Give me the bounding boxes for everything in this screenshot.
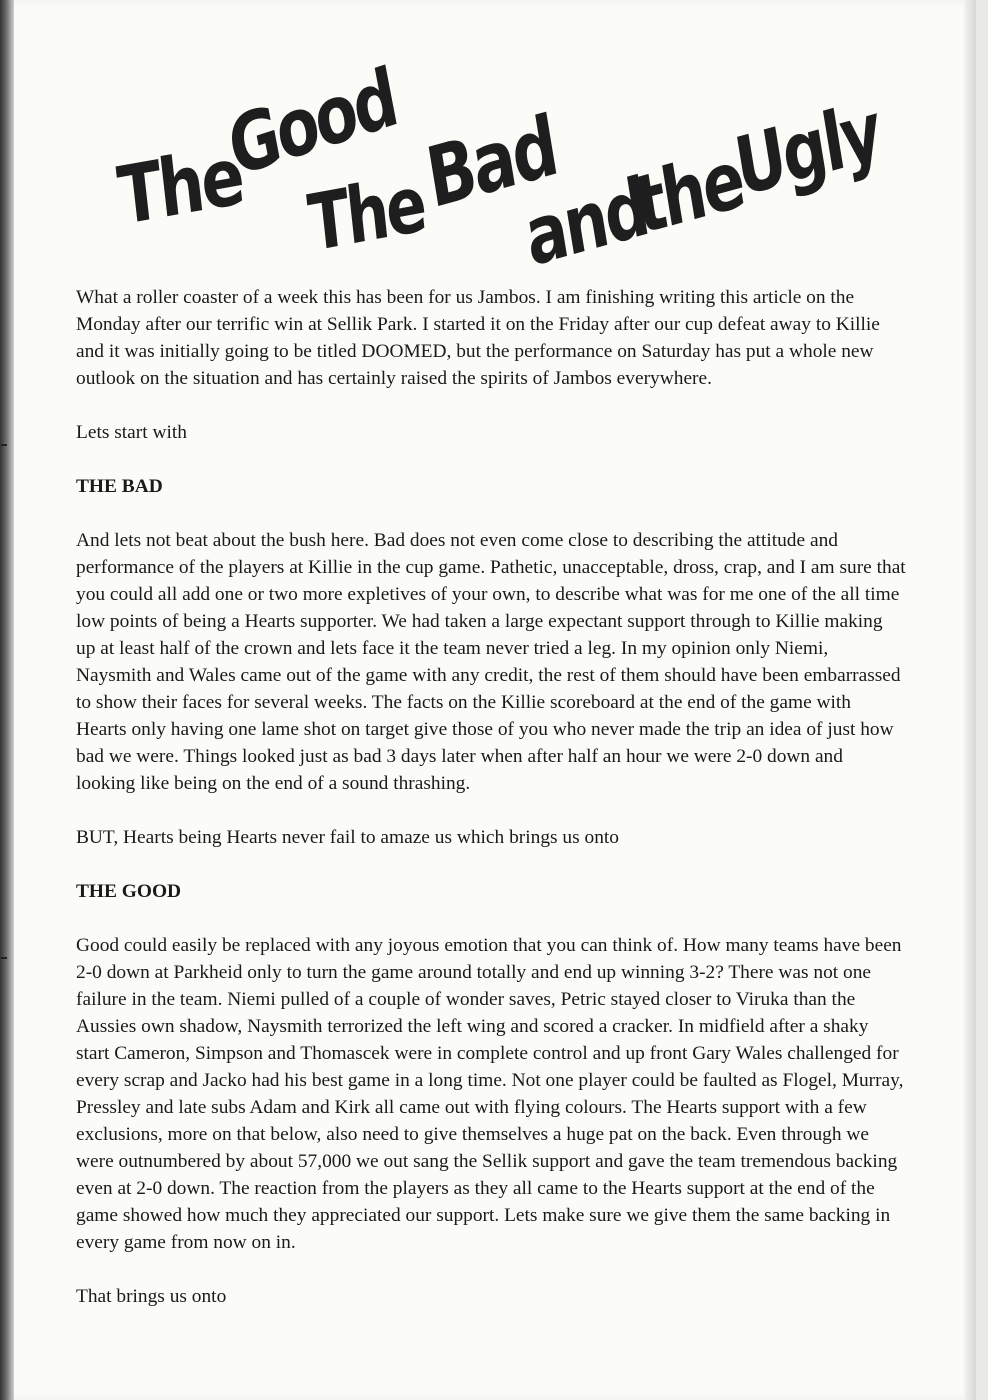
title-word: Good [221,49,403,196]
section-heading-good: THE GOOD [76,881,182,902]
lead-in-text: Lets start with [76,422,187,443]
page-binding-shadow [0,0,14,1400]
magazine-page [14,0,976,1400]
intro-paragraph: What a roller coaster of a week this has been for us Jambos. I am finishing writing this article on the Monday after our terrific win at Sellik Park. I started it on the Friday after our cup defeat away to Killie and it was initially going to be titled DOOMED, but the performance on Saturday has put a whole new outlook on the situation and has certainly raised the spirits of Jambos everywhere. [76,287,880,389]
lead-in-text: That brings us onto [76,1286,227,1307]
title-banner [113,49,886,285]
good-paragraph: Good could easily be replaced with any joyous emotion that you can think of. How many teams have been 2-0 down at Parkheid only to turn the game around totally and end up winning 3-2? There was not one failure in the team. Niemi pulled of a couple of wonder saves, Petric stayed closer to Viruka than the Aussies own shadow, Naysmith terrorized the left wing and scored a cracker. In midfield after a shaky start Cameron, Simpson and Thomascek were in complete control and up front Gary Wales challenged for every scrap and Jacko had his best game in a long time. Not one player could be faulted as Flogel, Murray, Pressley and late subs Adam and Kirk all came out with flying colours. The Hearts support with a few exclusions, more on that below, also need to give themselves a huge pat on the back. Even through we were outnumbered by about 57,000 we out sang the Sellik support and gave the team tremendous backing even at 2-0 down. The reaction from the players as they all came to the Hearts support at the end of the game showed how much they appreciated our support. Lets make sure we give them the same backing in every game from now on in. [76,935,904,1253]
title-word: The [113,130,247,244]
margin-mark [1,957,7,959]
article-body [76,284,906,1337]
margin-mark [1,444,7,446]
bad-paragraph: And lets not beat about the bush here. Bad does not even come close to describing the attitude and performance of the players at Killie in the cup game. Pathetic, unacceptable, dross, crap, and I am sure that you could all add one or two more expletives of your own, to describe what was for me one of the all time low points of being a Hearts supporter. We had taken a large expectant support through to Killie making up at least half of the crown and lets face it the team never tried a leg. In my opinion only Niemi, Naysmith and Wales came out of the game with any credit, the rest of them should have been embarrassed to show their faces for several weeks. The facts on the Killie scoreboard at the end of the game with Hearts only having one lame shot on target give those of you who never made the trip an idea of just how bad we were. Things looked just as bad 3 days later when after half an hour we were 2-0 down and looking like being on the end of a sound thrashing. [76,530,906,794]
title-word: and [518,159,653,285]
title-word: The [304,159,429,270]
lead-in-text: BUT, Hearts being Hearts never fail to amaze us which brings us onto [76,827,619,848]
title-word: Bad [420,99,562,228]
title-word: Ugly [728,83,886,215]
page-edge-shadow [964,0,976,1400]
section-heading-bad: THE BAD [76,476,163,497]
title-word: the [628,131,749,253]
